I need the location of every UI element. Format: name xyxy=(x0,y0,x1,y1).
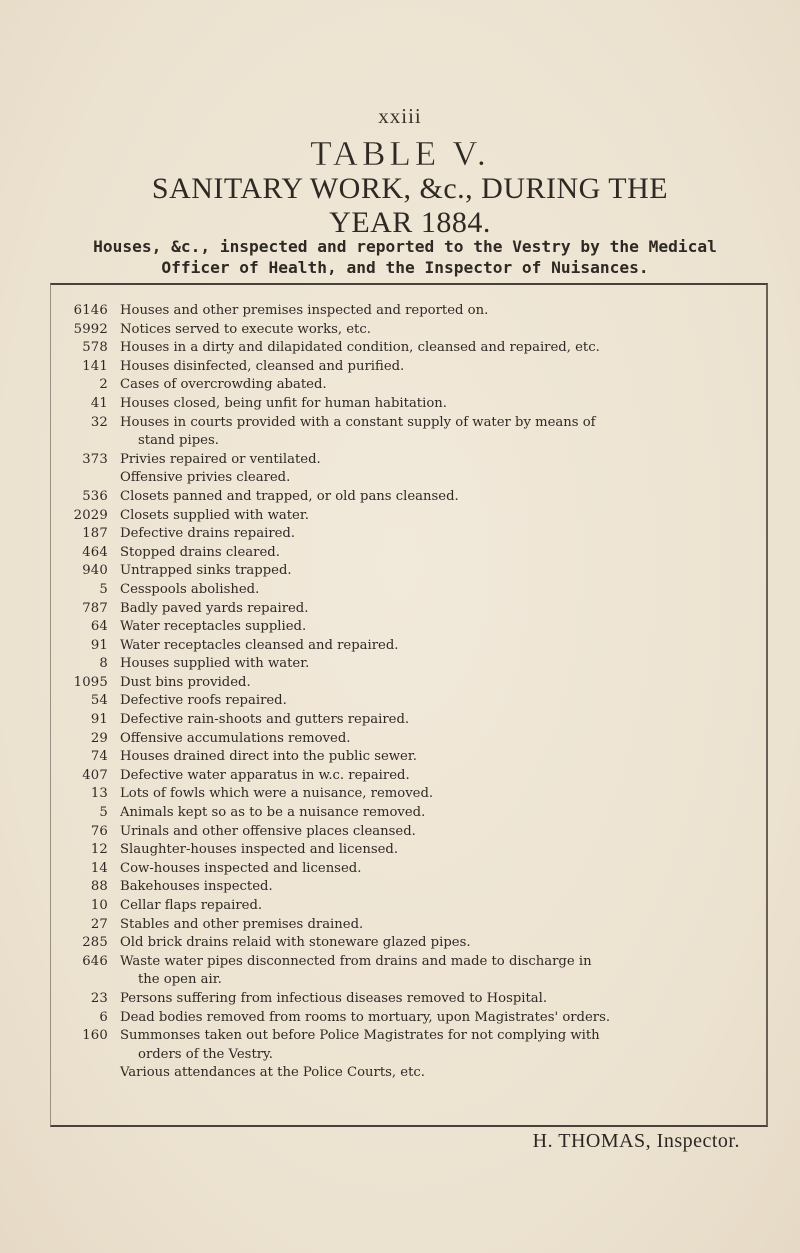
row-description xyxy=(120,674,740,693)
row-count: 940 xyxy=(82,563,108,579)
table-row xyxy=(50,823,765,842)
row-count: 646 xyxy=(82,953,108,969)
table-row xyxy=(50,711,765,730)
row-description xyxy=(120,618,740,637)
table-row xyxy=(50,767,765,786)
row-description-text: Houses in a dirty and dilapidated condition, cleansed and repaired, etc. xyxy=(120,340,600,356)
row-description xyxy=(120,395,740,414)
table-row xyxy=(50,916,765,935)
row-description-text: Badly paved yards repaired. xyxy=(120,600,309,616)
row-description-text: Stopped drains cleared. xyxy=(120,544,280,560)
row-description xyxy=(120,934,740,953)
row-description xyxy=(120,860,740,879)
row-description xyxy=(120,525,740,544)
row-count: 1095 xyxy=(73,674,108,690)
table-row xyxy=(50,451,765,470)
row-count: 10 xyxy=(90,898,108,913)
table-row xyxy=(50,934,765,953)
row-description-text: Animals kept so as to be a nuisance removed. xyxy=(120,805,426,821)
row-description-continuation: orders of the Vestry. xyxy=(138,1046,273,1062)
row-description-text: Houses disinfected, cleansed and purified. xyxy=(120,358,405,374)
row-count: 160 xyxy=(82,1028,108,1044)
row-description xyxy=(120,339,740,358)
row-count: 88 xyxy=(90,879,108,895)
row-description-text: Lots of fowls which were a nuisance, removed. xyxy=(120,786,434,802)
row-description xyxy=(120,692,740,711)
row-description-text: Closets supplied with water. xyxy=(120,507,309,523)
row-count: 13 xyxy=(90,786,108,802)
main-title-line-1: SANITARY WORK, &c., DURING THE xyxy=(151,172,669,205)
row-count: 74 xyxy=(90,749,108,765)
row-description-text: Water receptacles supplied. xyxy=(120,619,307,635)
row-count: 41 xyxy=(90,395,108,411)
row-count: 12 xyxy=(90,842,108,858)
row-description-text: Summonses taken out before Police Magistrates for not complying with xyxy=(120,1028,600,1044)
subtitle-line-2: Officer of Health, and the Inspector of Nuisances. xyxy=(161,258,649,277)
row-count: 187 xyxy=(82,526,108,542)
row-description xyxy=(120,376,740,395)
row-description-text: Houses and other premises inspected and reported on. xyxy=(120,303,489,318)
inspector-signature: H. THOMAS, Inspector. xyxy=(532,1130,740,1152)
row-description-text: Untrapped sinks trapped. xyxy=(120,563,292,579)
row-description-text: Houses supplied with water. xyxy=(120,656,310,672)
row-description-text: Old brick drains relaid with stoneware glazed pipes. xyxy=(120,935,471,951)
row-description xyxy=(120,785,740,804)
row-count: 2029 xyxy=(73,507,108,523)
row-count: 23 xyxy=(90,990,108,1006)
table-row xyxy=(50,841,765,860)
table-row xyxy=(50,804,765,823)
table-row xyxy=(50,302,765,321)
row-count: 91 xyxy=(90,712,108,728)
row-count: 27 xyxy=(90,916,108,932)
table-row xyxy=(50,637,765,656)
table-row xyxy=(50,878,765,897)
table-row xyxy=(50,953,765,990)
row-description xyxy=(120,637,740,656)
table-row xyxy=(50,339,765,358)
row-description-text: Cellar flaps repaired. xyxy=(120,898,263,913)
table-row xyxy=(50,1009,765,1028)
subtitle xyxy=(40,236,770,278)
row-description xyxy=(120,507,740,526)
row-description xyxy=(120,878,740,897)
row-description-text: Defective drains repaired. xyxy=(120,526,296,542)
main-title xyxy=(100,172,720,240)
row-count: 14 xyxy=(90,860,108,876)
row-count: 64 xyxy=(90,619,108,635)
row-description xyxy=(120,655,740,674)
row-description-text: Persons suffering from infectious diseases removed to Hospital. xyxy=(120,990,548,1006)
row-description xyxy=(120,1009,740,1028)
table-row xyxy=(50,562,765,581)
row-description-text: Defective roofs repaired. xyxy=(120,693,287,709)
row-description-text: Various attendances at the Police Courts, etc. xyxy=(120,1065,425,1081)
row-description xyxy=(120,488,740,507)
table-row xyxy=(50,655,765,674)
row-count: 787 xyxy=(82,600,108,616)
row-description xyxy=(120,748,740,767)
table-row xyxy=(50,785,765,804)
row-description xyxy=(120,1064,740,1083)
row-description-text: Privies repaired or ventilated. xyxy=(120,451,321,467)
row-count: 6146 xyxy=(73,303,108,318)
table-row xyxy=(50,358,765,377)
row-count: 285 xyxy=(82,935,108,951)
subtitle-line-1: Houses, &c., inspected and reported to the Vestry by the Medical xyxy=(93,237,717,256)
table-row xyxy=(50,488,765,507)
table-row xyxy=(50,730,765,749)
main-title-line-2: YEAR 1884. xyxy=(329,206,491,239)
row-description xyxy=(120,990,740,1009)
table-row xyxy=(50,1027,765,1064)
table-row xyxy=(50,600,765,619)
row-description xyxy=(120,302,740,321)
row-description-text: Bakehouses inspected. xyxy=(120,879,273,895)
table-row xyxy=(50,1064,765,1083)
table-title: TABLE V. xyxy=(310,134,490,173)
row-description xyxy=(120,321,740,340)
table-row xyxy=(50,321,765,340)
row-description-text: Houses in courts provided with a constant supply of water by means of xyxy=(120,414,596,430)
row-count: 578 xyxy=(82,340,108,356)
table-row xyxy=(50,507,765,526)
row-count: 76 xyxy=(90,823,108,839)
table-row xyxy=(50,897,765,916)
row-description-text: Houses closed, being unfit for human habitation. xyxy=(120,395,447,411)
table-row xyxy=(50,376,765,395)
row-description-text: Offensive privies cleared. xyxy=(120,470,291,486)
row-description xyxy=(120,562,740,581)
table-row xyxy=(50,395,765,414)
row-count: 5992 xyxy=(73,321,108,337)
row-count: 464 xyxy=(82,544,108,560)
row-description-text: Offensive accumulations removed. xyxy=(120,730,351,746)
row-description-text: Defective rain-shoots and gutters repaired. xyxy=(120,712,410,728)
row-count: 32 xyxy=(90,414,108,430)
row-description-continuation: the open air. xyxy=(138,972,222,988)
sanitary-work-table xyxy=(50,302,765,1083)
table-row xyxy=(50,414,765,451)
row-description xyxy=(120,581,740,600)
row-count: 536 xyxy=(82,488,108,504)
row-description xyxy=(120,451,740,470)
table-row xyxy=(50,581,765,600)
row-count: 2 xyxy=(99,377,108,393)
row-description-text: Notices served to execute works, etc. xyxy=(120,321,371,337)
row-description-continuation: stand pipes. xyxy=(138,433,219,449)
row-description-text: Cases of overcrowding abated. xyxy=(120,377,327,393)
page-number: xxiii xyxy=(378,104,422,128)
row-count: 373 xyxy=(82,451,108,467)
row-description-text: Stables and other premises drained. xyxy=(120,916,364,932)
table-row xyxy=(50,692,765,711)
row-description-text: Urinals and other offensive places cleansed. xyxy=(120,823,416,839)
table-row xyxy=(50,618,765,637)
row-description xyxy=(120,767,740,786)
row-description-text: Cesspools abolished. xyxy=(120,581,260,597)
row-count: 141 xyxy=(82,358,108,374)
table-row xyxy=(50,544,765,563)
row-description-text: Water receptacles cleansed and repaired. xyxy=(120,637,399,653)
row-count: 407 xyxy=(82,767,108,783)
row-description xyxy=(120,916,740,935)
table-row xyxy=(50,525,765,544)
row-count: 8 xyxy=(99,656,108,672)
row-description xyxy=(120,469,740,488)
row-count: 54 xyxy=(90,693,108,709)
row-description-text: Waste water pipes disconnected from drains and made to discharge in xyxy=(120,953,592,969)
row-description-text: Dust bins provided. xyxy=(120,674,251,690)
row-description-text: Closets panned and trapped, or old pans cleansed. xyxy=(120,488,459,504)
row-description xyxy=(120,953,740,990)
table-row xyxy=(50,469,765,488)
row-description xyxy=(120,804,740,823)
row-count: 91 xyxy=(90,637,108,653)
row-count: 6 xyxy=(99,1009,108,1025)
row-description xyxy=(120,544,740,563)
row-description xyxy=(120,358,740,377)
row-description xyxy=(120,600,740,619)
row-description xyxy=(120,897,740,916)
row-count: 5 xyxy=(99,805,108,821)
row-description-text: Defective water apparatus in w.c. repaired. xyxy=(120,767,410,783)
row-description-text: Dead bodies removed from rooms to mortuary, upon Magistrates' orders. xyxy=(120,1009,611,1025)
row-description-text: Houses drained direct into the public sewer. xyxy=(120,749,417,765)
table-row xyxy=(50,990,765,1009)
table-row xyxy=(50,748,765,767)
row-description xyxy=(120,414,740,451)
row-description xyxy=(120,823,740,842)
row-count: 29 xyxy=(90,730,108,746)
row-description-text: Slaughter-houses inspected and licensed. xyxy=(120,842,399,858)
row-description-text: Cow-houses inspected and licensed. xyxy=(120,860,362,876)
row-description xyxy=(120,730,740,749)
row-description xyxy=(120,841,740,860)
row-description xyxy=(120,711,740,730)
table-row xyxy=(50,860,765,879)
row-count: 5 xyxy=(99,581,108,597)
table-row xyxy=(50,674,765,693)
row-description xyxy=(120,1027,740,1064)
